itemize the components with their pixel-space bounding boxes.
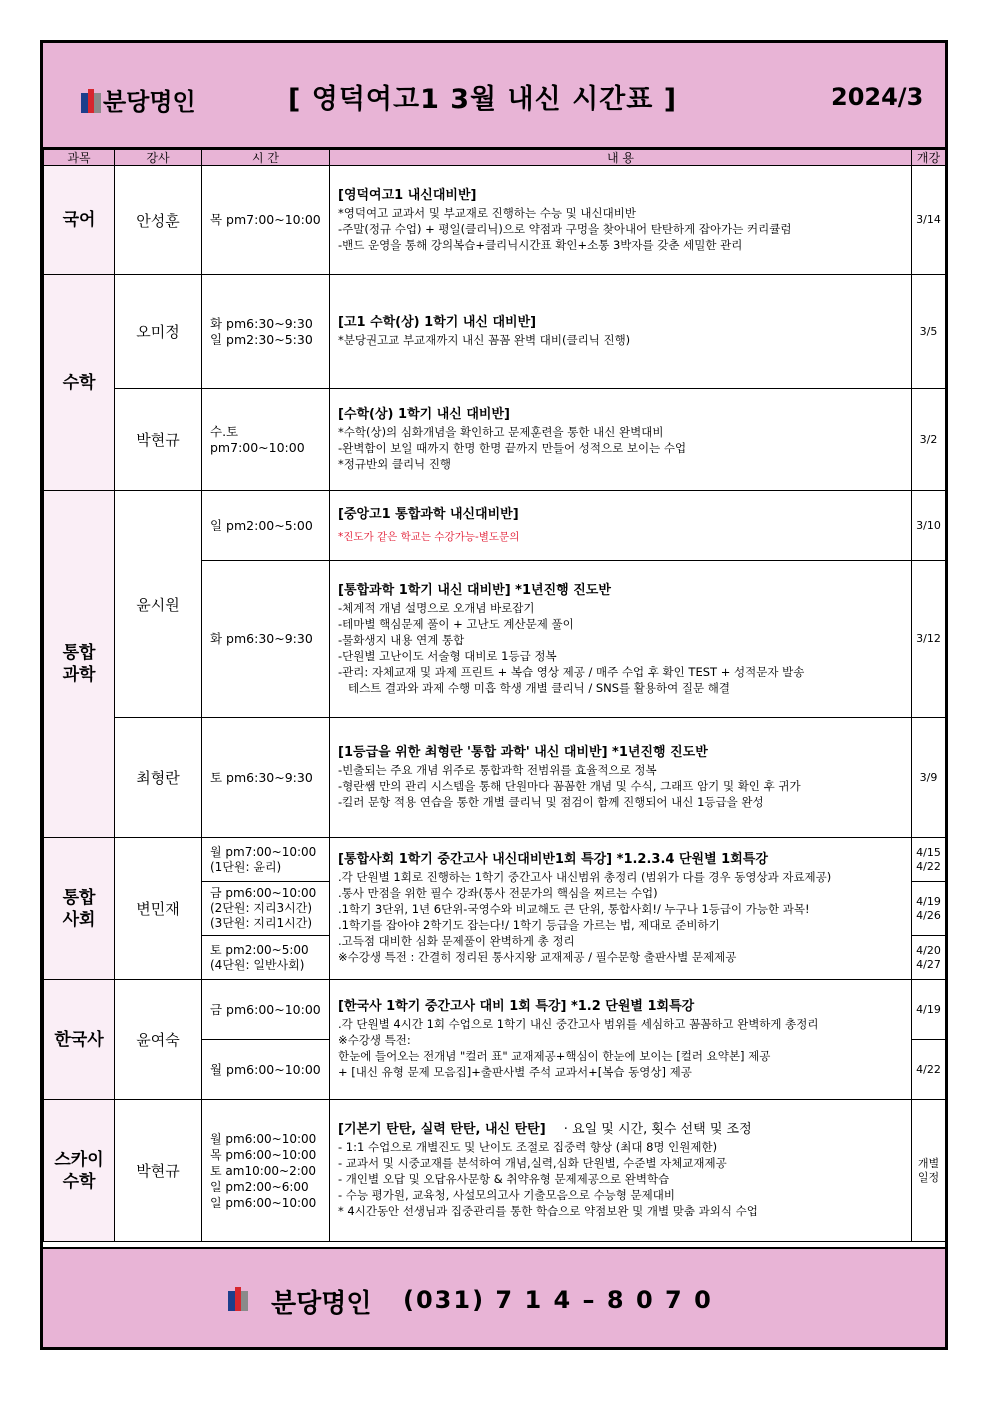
content-line: .1학기 3단위, 1년 6단위-국영수와 비교해도 큰 단위, 통합사회!/ 누구나 1등급이 가능한 과목! xyxy=(338,902,810,916)
content-cell xyxy=(330,561,912,718)
table-row xyxy=(44,275,946,389)
time-cell: 화 pm6:30~9:30 xyxy=(202,561,330,718)
time-cell: 화 pm6:30~9:30 일 pm2:30~5:30 xyxy=(202,275,330,389)
open-date-cell: 3/10 xyxy=(912,491,946,561)
open-date-cell: 4/19 xyxy=(912,980,946,1040)
content-line: 한눈에 들어오는 전개념 "컬러 표" 교재제공+핵심이 한눈에 보이는 [컬러 요약본] 제공 xyxy=(338,1049,771,1063)
teacher-cell: 변민재 xyxy=(115,838,202,980)
teacher-cell: 박현규 xyxy=(115,1100,202,1242)
table-row xyxy=(44,980,946,1040)
course-title: [고1 수학(상) 1학기 내신 대비반] xyxy=(338,315,537,330)
header-brand: 분당명인 xyxy=(103,88,196,116)
content-line: *수학(상)의 심화개념을 확인하고 문제훈련을 통한 내신 완벽대비 xyxy=(338,425,664,439)
content-line: -관리: 자체교재 및 과제 프린트 + 복습 영상 제공 / 매주 수업 후 확인 TEST + 성적문자 발송 xyxy=(338,664,805,679)
content-line: *정규반외 클리닉 진행 xyxy=(338,457,452,471)
academy-logo-icon xyxy=(81,89,101,113)
header-date: 2024/3 xyxy=(831,83,924,111)
col-open: 개강 xyxy=(912,150,946,166)
col-time: 시 간 xyxy=(202,150,330,166)
table-row xyxy=(44,1100,946,1242)
content-cell xyxy=(330,718,912,838)
open-date-cell: 3/2 xyxy=(912,389,946,491)
content-line: -킬러 문항 적용 연습을 통한 개별 클리닉 및 점검이 함께 진행되어 내신 1등급을 완성 xyxy=(338,795,764,809)
time-cell: 토 pm2:00~5:00 (4단원: 일반사회) xyxy=(202,936,330,980)
content-cell xyxy=(330,491,912,561)
content-line: .고득점 대비한 심화 문제풀이 완벽하게 총 정리 xyxy=(338,934,575,948)
footer-banner xyxy=(43,1247,945,1347)
open-date-cell: 3/5 xyxy=(912,275,946,389)
time-cell: 목 pm7:00~10:00 xyxy=(202,166,330,275)
schedule-table xyxy=(43,149,946,1242)
content-line: ※수강생 특전 : 간결히 정리된 통사지왕 교재제공 / 필수문항 출판사별 문제제공 xyxy=(338,950,737,964)
content-cell xyxy=(330,389,912,491)
content-note: *진도가 같은 학교는 수강가능-별도문의 xyxy=(338,530,520,543)
course-title-line xyxy=(338,1122,903,1138)
content-cell xyxy=(330,980,912,1100)
course-title: [수학(상) 1학기 내신 대비반] xyxy=(338,407,510,422)
footer-brand: 분당명인 xyxy=(271,1289,372,1319)
table-row xyxy=(44,166,946,275)
content-cell xyxy=(330,275,912,389)
course-title: [영덕여고1 내신대비반] xyxy=(338,187,477,203)
table-row xyxy=(44,718,946,838)
content-line: *분당권고교 부교재까지 내신 꼼꼼 완벽 대비(클리닉 진행) xyxy=(338,333,631,347)
content-line: + [내신 유형 문제 모음집]+출판사별 주석 교과서+[복습 동영상] 제공 xyxy=(338,1065,692,1079)
content-line: -체계적 개념 설명으로 오개념 바로잡기 xyxy=(338,600,535,615)
course-title: [통합과학 1학기 내신 대비반] *1년진행 진도반 xyxy=(338,582,611,598)
table-row xyxy=(44,838,946,882)
subject-cell: 통합 사회 xyxy=(44,838,115,980)
teacher-cell: 윤여숙 xyxy=(115,980,202,1100)
course-title: [기본기 탄탄, 실력 탄탄, 내신 탄탄] xyxy=(338,1122,546,1137)
open-date-cell: 3/14 xyxy=(912,166,946,275)
subject-cell: 수학 xyxy=(44,275,115,491)
time-cell: 수.토 pm7:00~10:00 xyxy=(202,389,330,491)
academy-logo-icon xyxy=(228,1287,248,1311)
time-cell: 월 pm6:00~10:00 xyxy=(202,1040,330,1100)
content-cell xyxy=(330,1100,912,1242)
time-cell: 월 pm7:00~10:00 (1단원: 윤리) xyxy=(202,838,330,882)
course-title: [한국사 1학기 중간고사 대비 1회 특강] *1.2 단원별 1회특강 xyxy=(338,999,695,1014)
content-line: .각 단원별 1회로 진행하는 1학기 중간고사 내신범위 총정리 (범위가 다를 경우 동영상과 자료제공) xyxy=(338,870,832,884)
table-header-row xyxy=(44,150,946,166)
open-date-cell: 4/19 4/26 xyxy=(912,882,946,936)
open-date-cell: 3/9 xyxy=(912,718,946,838)
teacher-cell: 오미정 xyxy=(115,275,202,389)
footer-phone: (031) 7 1 4 – 8 0 7 0 xyxy=(403,1286,713,1314)
content-line: - 교과서 및 시중교재를 분석하여 개념,실력,심화 단원별, 수준별 자체교재제공 xyxy=(338,1156,727,1170)
time-cell: 토 pm6:30~9:30 xyxy=(202,718,330,838)
course-title-suffix: · 요일 및 시간, 횟수 선택 및 조정 xyxy=(563,1122,752,1137)
col-teacher: 강사 xyxy=(115,150,202,166)
content-line: - 수능 평가원, 교육청, 사설모의고사 기출모음으로 수능형 문제대비 xyxy=(338,1188,675,1202)
time-cell: 금 pm6:00~10:00 xyxy=(202,980,330,1040)
course-title: [통합사회 1학기 중간고사 내신대비반1회 특강] *1.2.3.4 단원별 1회특강 xyxy=(338,852,768,867)
header-banner xyxy=(43,43,945,149)
content-cell xyxy=(330,166,912,275)
timetable-frame xyxy=(40,40,948,1350)
content-line: 테스트 결과와 과제 수행 미흡 학생 개별 클리닉 / SNS를 활용하여 질문 해결 xyxy=(348,680,730,695)
col-subject: 과목 xyxy=(44,150,115,166)
subject-cell: 한국사 xyxy=(44,980,115,1100)
subject-cell: 통합 과학 xyxy=(44,491,115,838)
teacher-cell: 안성훈 xyxy=(115,166,202,275)
content-line: -밴드 운영을 통해 강의복습+클리닉시간표 확인+소통 3박자를 갖춘 세밀한 관리 xyxy=(338,237,743,252)
content-line: * 4시간동안 선생님과 집중관리를 통한 학습으로 약점보완 및 개별 맞춤 과외식 수업 xyxy=(338,1204,758,1218)
open-date-cell: 4/20 4/27 xyxy=(912,936,946,980)
open-date-cell: 4/15 4/22 xyxy=(912,838,946,882)
course-title: [중앙고1 통합과학 내신대비반] xyxy=(338,506,519,522)
teacher-cell: 최형란 xyxy=(115,718,202,838)
course-title: [1등급을 위한 최형란 '통합 과학' 내신 대비반] *1년진행 진도반 xyxy=(338,745,708,760)
content-line: -빈출되는 주요 개념 위주로 통합과학 전범위를 효율적으로 정복 xyxy=(338,763,657,777)
content-line: ※수강생 특전: xyxy=(338,1033,411,1047)
teacher-cell: 박현규 xyxy=(115,389,202,491)
content-line: -형란쌤 만의 관리 시스템을 통해 단원마다 꼼꼼한 개념 및 수식, 그래프 암기 및 확인 후 귀가 xyxy=(338,779,801,793)
content-line: *영덕여고 교과서 및 부교재로 진행하는 수능 및 내신대비반 xyxy=(338,205,636,220)
page-title: [ 영덕여고1 3월 내신 시간표 ] xyxy=(288,84,678,115)
subject-cell: 국어 xyxy=(44,166,115,275)
table-row xyxy=(44,389,946,491)
content-line: -물화생지 내용 연계 통합 xyxy=(338,632,465,647)
table-row xyxy=(44,491,946,561)
subject-cell: 스카이 수학 xyxy=(44,1100,115,1242)
content-line: .통사 만점을 위한 필수 강좌(통사 전문가의 핵심을 찌르는 수업) xyxy=(338,886,658,900)
time-cell: 일 pm2:00~5:00 xyxy=(202,491,330,561)
open-date-cell: 개별 일정 xyxy=(912,1100,946,1242)
content-line: - 1:1 수업으로 개별진도 및 난이도 조절로 집중력 향상 (최대 8명 인원제한) xyxy=(338,1140,718,1154)
content-line: -주말(정규 수업) + 평일(클리닉)으로 약점과 구멍을 찾아내어 탄탄하게 잡아가는 커리큘럼 xyxy=(338,221,792,236)
open-date-cell: 4/22 xyxy=(912,1040,946,1100)
content-line: .각 단원별 4시간 1회 수업으로 1학기 내신 중간고사 범위를 세심하고 꼼꼼하고 완벽하게 총정리 xyxy=(338,1017,819,1031)
content-line: .1학기를 잡아야 2학기도 잡는다!/ 1학기 등급을 가르는 법, 제대로 준비하기 xyxy=(338,918,720,932)
content-line: -완벽함이 보일 때까지 한명 한명 끝까지 만들어 성적으로 보이는 수업 xyxy=(338,441,687,455)
time-cell: 금 pm6:00~10:00 (2단원: 지리3시간) (3단원: 지리1시간) xyxy=(202,882,330,936)
content-line: -테마별 핵심문제 풀이 + 고난도 계산문제 풀이 xyxy=(338,616,574,631)
time-cell: 월 pm6:00~10:00 목 pm6:00~10:00 토 am10:00~2:00 일 pm2:00~6:00 일 pm6:00~10:00 xyxy=(202,1100,330,1242)
content-cell xyxy=(330,838,912,980)
content-line: -단원별 고난이도 서술형 대비로 1등급 정복 xyxy=(338,648,557,663)
content-line: - 개인별 오답 및 오답유사문항 & 취약유형 문제제공으로 완벽학습 xyxy=(338,1172,670,1186)
open-date-cell: 3/12 xyxy=(912,561,946,718)
col-content: 내 용 xyxy=(330,150,912,166)
teacher-cell: 윤시원 xyxy=(115,491,202,718)
